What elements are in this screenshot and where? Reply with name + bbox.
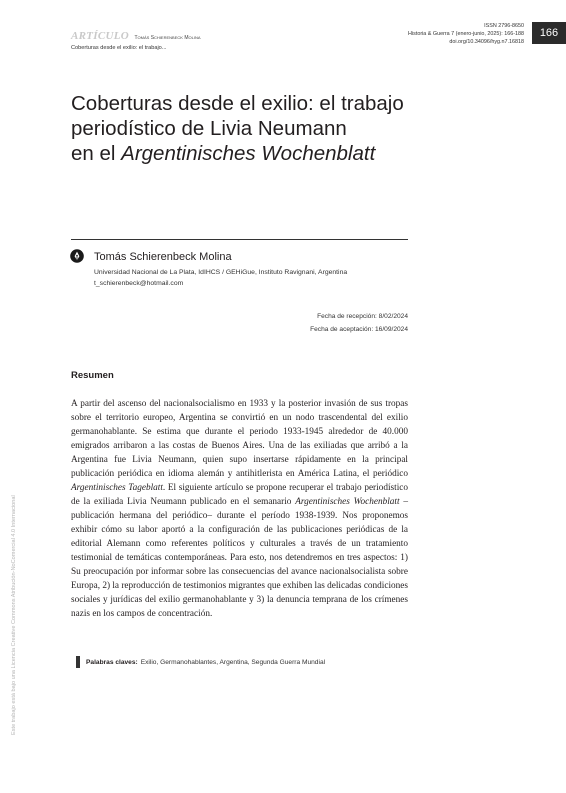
issue-info: Historia & Guerra 7 (enero-junio, 2025): 166-188 xyxy=(408,31,524,38)
title-line-3-italic: Argentinisches Wochenblatt xyxy=(121,142,376,165)
author-details xyxy=(94,267,347,289)
abstract-text-1: A partir del ascenso del nacionalsocialismo en 1933 y la posterior invasión de sus tropas sobre el territorio europeo, Argentina se convirtió en un nodo trascendental del exilio germanohablante. Se estima que durante el periodo 1933-1945 alrededor de 40.000 emigrados arribaron a las costas de Buenos Aires. Una de las exiliadas que arribó a la Argentina fue Livia Neumann, quien supo insertarse rápidamente en la principal publicación periódica en idioma alemán y antihitlerista en América Latina, el periódico xyxy=(71,399,408,479)
keywords-label: Palabras claves: xyxy=(86,658,138,666)
keywords-text: Exilio, Germanohablantes, Argentina, Segunda Guerra Mundial xyxy=(140,658,326,666)
abstract-heading: Resumen xyxy=(71,370,114,381)
author-divider xyxy=(71,239,408,240)
title-line-2: periodístico de Livia Neumann xyxy=(71,117,347,140)
author-affiliation: Universidad Nacional de La Plata, IdIHCS / GEHiGue, Instituto Ravignani, Argentina xyxy=(94,269,348,276)
license-note: Este trabajo está bajo una Licencia Creative Commons Atribución-NoComercial 4.0 Internacional xyxy=(11,495,17,735)
running-title: Coberturas desde el exilio: el trabajo... xyxy=(71,45,167,51)
submission-dates xyxy=(310,311,408,336)
received-date: Fecha de recepción: 8/02/2024 xyxy=(317,313,408,320)
accepted-date: Fecha de aceptación: 16/09/2024 xyxy=(310,325,408,333)
fountain-pen-icon xyxy=(70,249,84,263)
abstract-italic-2: Argentinisches Wochenblatt xyxy=(295,497,400,507)
section-kicker: ARTÍCULO xyxy=(71,30,130,42)
keywords xyxy=(76,656,325,668)
doi-link[interactable]: doi.org/10.34096/hyg.n7.16818 xyxy=(449,39,524,46)
abstract-text-3: –publicación hermana del periódico– durante el período 1938-1939. Nos proponemos exhibir cómo su labor aportó a la configuración de las publicaciones periódicas de la editorial Alemann como referentes políticos y culturales a través de un tratamiento testimonial de temáticas contemporáneas. Para esto, nos detendremos en tres aspectos: 1) Su preocupación por informar sobre las consecuencias del avance nacionalsocialista sobre Europa, 2) la reproducción de testimonios migrantes que exhiben las delicadas condiciones sociales y jurídicas del exilio germanohablante y 3) la denuncia temprana de los crímenes nazis en los campos de concentración. xyxy=(71,497,409,619)
abstract-italic-1: Argentinisches Tageblatt xyxy=(71,483,163,493)
article-title xyxy=(71,91,421,166)
running-header xyxy=(71,26,201,51)
abstract-text-2: . El siguiente artículo se propone recuperar el trabajo periodístico de la exiliada Livia Neumann publicado en el semanario xyxy=(71,483,408,507)
author-name: Tomás Schierenbeck Molina xyxy=(94,251,232,263)
author-email[interactable]: t_schierenbeck@hotmail.com xyxy=(94,280,184,287)
issn: ISSN 2796-8650 xyxy=(484,23,524,29)
journal-info xyxy=(408,22,524,47)
running-author: Tomás Schierenbeck Molina xyxy=(134,35,201,41)
abstract-body xyxy=(71,397,408,621)
title-line-3-prefix: en el xyxy=(71,142,122,165)
page-number: 166 xyxy=(532,22,566,44)
keywords-marker xyxy=(76,656,80,668)
title-line-1: Coberturas desde el exilio: el trabajo xyxy=(71,92,404,115)
